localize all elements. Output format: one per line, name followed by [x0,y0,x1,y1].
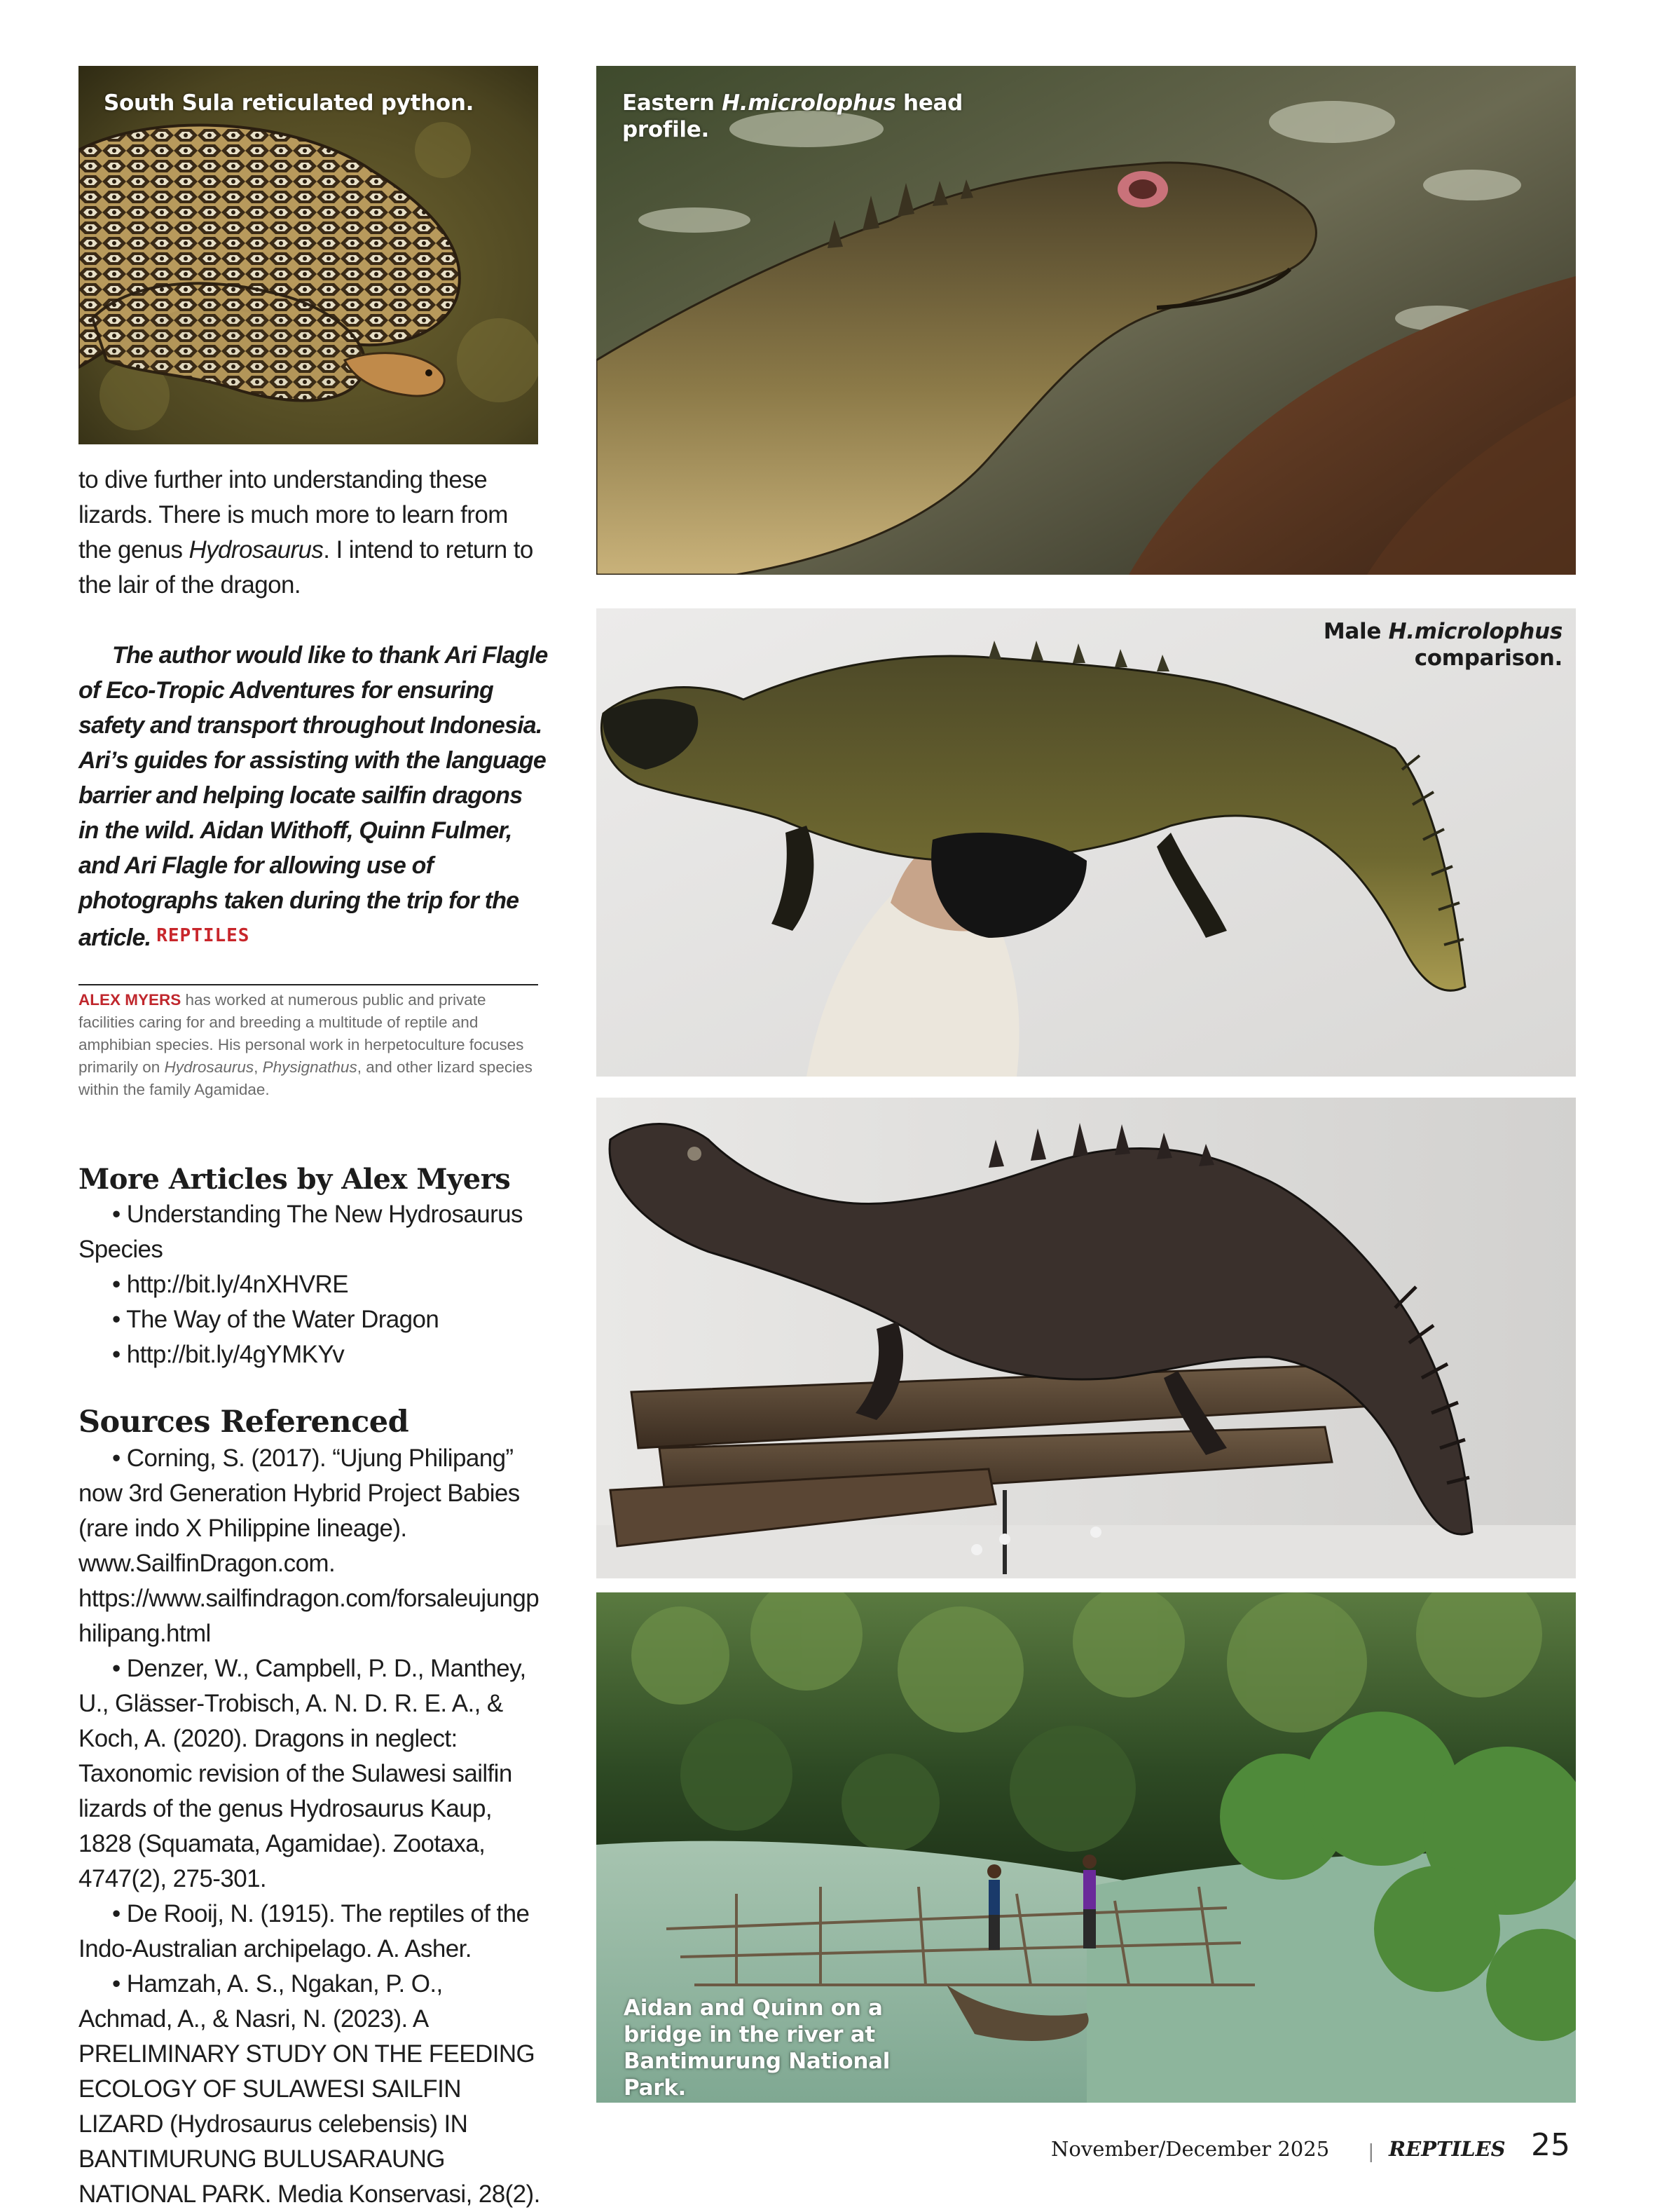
python-photo [78,66,538,444]
male-comparison-photo [596,608,1576,1077]
more-articles-item[interactable]: • The Way of the Water Dragon [112,1306,439,1333]
more-articles-list [78,1197,541,1372]
sources-heading: Sources Referenced [78,1405,409,1440]
acknowledgement-text: The author would like to thank Ari Flagle of Eco-Tropic Adventures for ensuring safety and transport throughout Indonesia. Ari’s guides for assisting with the language barrier and helping locate sailfin dragons in the wild. Aidan Withoff, Quinn Fulmer, and Ari Flagle for allowing use of photographs taken during the trip for the article. [78,642,548,951]
sources-list [78,1441,541,2212]
bridge-caption: Aidan and Quinn on a bridge in the river at Bantimurung National Park. [624,1995,891,2101]
footer-separator: | [1368,2141,1374,2163]
closing-paragraph-text: to dive further into understanding these lizards. There is much more to learn from the genus [78,466,508,564]
head-profile-caption-species: H.microlophus [722,90,896,116]
head-profile-caption [622,90,1043,143]
genus-name: Hydrosaurus [188,536,324,564]
source-item: • Corning, S. (2017). “Ujung Philipang” now 3rd Generation Hybrid Project Babies (rare indo X Philippine lineage). www.SailfinDragon.com. https://www.sailfindragon.com/forsaleujungphilipang.html [78,1445,540,1647]
bio-divider [78,984,538,985]
author-name: ALEX MYERS [78,991,181,1009]
head-profile-caption-prefix: Eastern [622,90,722,116]
male-comparison-caption-species: H.microlophus [1388,619,1563,644]
bio-text-2: , [254,1058,263,1076]
bio-text-3: , and other lizard species within the family Agamidae. [78,1058,533,1098]
head-profile-caption-suffix: head profile. [622,90,963,142]
author-bio [78,989,541,1101]
more-articles-item[interactable]: • Understanding The New Hydrosaurus Species [78,1201,523,1263]
perched-lizard-photo [596,1098,1576,1578]
source-item: • De Rooij, N. (1915). The reptiles of the Indo-Australian archipelago. A. Asher. [78,1900,530,1962]
closing-paragraph [78,463,541,603]
more-articles-link[interactable]: • http://bit.ly/4nXHVRE [112,1271,348,1298]
male-comparison-caption-prefix: Male [1323,619,1389,644]
python-caption: South Sula reticulated python. [104,90,474,116]
bio-text-1: has worked at numerous public and private facilities caring for and breeding a multitude of reptile and amphibian species. His personal work in herpetoculture focuses primarily on [78,991,524,1076]
python-image [78,66,538,444]
perched-lizard-image [596,1098,1576,1578]
source-item: • Denzer, W., Campbell, P. D., Manthey, U., Glässer-Trobisch, A. N. D. R. E. A., & Koch, A. (2020). Dragons in neglect: Taxonomic revision of the Sulawesi sailfin lizards of the genus Hydrosaurus Kaup, 1828 (Squamata, Agamidae). Zootaxa, 4747(2), 275-301. [78,1655,526,1892]
bio-genus-1: Hydrosaurus [164,1058,254,1076]
magazine-name: REPTILES [1389,2137,1506,2161]
more-articles-heading: More Articles by Alex Myers [78,1163,511,1196]
bio-genus-2: Physignathus [262,1058,357,1076]
male-comparison-image [596,608,1576,1077]
source-item: • Hamzah, A. S., Ngakan, P. O., Achmad, A., & Nasri, N. (2023). A PRELIMINARY STUDY ON THE FEEDING ECOLOGY OF SULAWESI SAILFIN LIZARD (Hydrosaurus celebensis) IN BANTIMURUNG BULUSARAUNG NATIONAL PARK. Media Konservasi, 28(2). [78,1970,540,2208]
more-articles-link[interactable]: • http://bit.ly/4gYMKYv [112,1341,345,1368]
acknowledgement [78,638,548,955]
closing-paragraph-end: . I intend to return to the lair of the dragon. [78,536,533,599]
male-comparison-caption [1198,618,1563,671]
reptiles-end-mark: REPTILES [156,925,250,946]
page-number: 25 [1531,2127,1570,2163]
male-comparison-caption-suffix: comparison. [1414,646,1563,671]
issue-date: November/December 2025 [1051,2137,1330,2161]
